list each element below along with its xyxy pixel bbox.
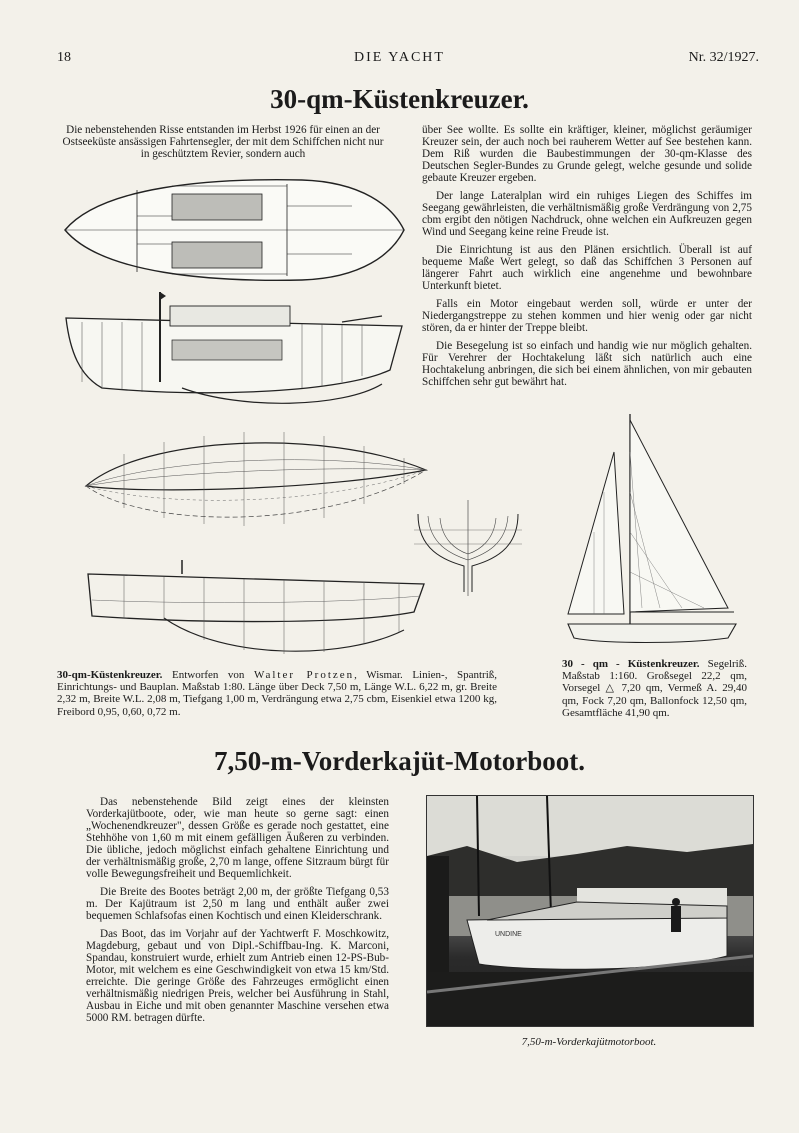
side-profile-drawing bbox=[84, 560, 429, 664]
lines-plan-drawing bbox=[84, 428, 429, 538]
photo-caption: 7,50-m-Vorderkajütmotorboot. bbox=[521, 1036, 657, 1048]
article-1-paragraph: über See wollte. Es sollte ein kräftiger, kleiner, möglichst geräumiger Kreuzer sein, der auch noch bei rauherem Wetter auf See bestehen kann. Dem Riß wurden die Baubestimmungen der 30-qm-Klasse des Deutschen Segler-Bundes zu Grunde gelegt, welche gesunde und solide gebaute Kreuzer ergeben. bbox=[422, 124, 752, 184]
article-2-column bbox=[86, 796, 389, 1030]
article-1-paragraph: Der lange Lateralplan wird ein ruhiges Liegen des Schiffes im Seegang gewährleisten, die verhältnismäßig große Verdrängung von 2,75 cbm ergibt den nötigen Nachdruck, ohne welchen ein Aufkreuzen gegen Wind und Seegang keine reine Freude ist. bbox=[422, 190, 752, 238]
construction-profile-drawing bbox=[62, 292, 407, 412]
drawing-caption-left bbox=[57, 669, 497, 718]
article-1-paragraph: Die Einrichtung ist aus den Plänen ersichtlich. Überall ist auf bequeme Maße Wert gelegt, so daß das Schiffchen 3 Personen auf längerer Fahrt auch wirklich eine angenehme und bewohnbare Unterkunft bietet. bbox=[422, 244, 752, 292]
article-2-paragraph: Das Boot, das im Vorjahr auf der Yachtwerft F. Moschkowitz, Magdeburg, gebaut und von Dipl.-Schiffbau-Ing. K. Marconi, Spandau, konstruiert wurde, erhielt zum Antrieb einen 12-PS-Bub-Motor, mit welchem es eine Geschwindigkeit von etwa 15 km/Std. erreichte. Die geringe Größe des Fahrzeuges ermöglicht einen verhältnismäßig niedrigen Preis, welcher bei Ausführung in Stahl, Ausbau in Eiche und mit oben genannter Maschine versehen etwa 5000 RM. betragen dürfte. bbox=[86, 928, 389, 1024]
motorboat-photo bbox=[426, 795, 754, 1027]
article-1-paragraph: Falls ein Motor eingebaut werden soll, würde er unter der Niedergangstreppe zu stehen kommen und hier wenig oder gar nicht stören, da er hinter der Treppe bleibt. bbox=[422, 298, 752, 334]
caption-left-designer: Walter Protzen bbox=[253, 669, 355, 681]
deck-plan-drawing bbox=[62, 176, 407, 284]
article-1-paragraph: Die Besegelung ist so einfach und handig wie nur möglich gehalten. Für Verehrer der Hochtakelung läßt sich natürlich auch eine Hochtakelung anbringen, die sich bei einem ähnlichen, von mir gebauten Schiffchen sehr gut bewährt hat. bbox=[422, 340, 752, 388]
sail-plan-drawing bbox=[564, 412, 742, 648]
caption-left-title: 30-qm-Küstenkreuzer. bbox=[57, 669, 163, 681]
issue-number: Nr. 32/1927. bbox=[688, 50, 759, 65]
article-1-intro-text: Die nebenstehenden Risse entstanden im Herbst 1926 für einen an der Ostseeküste ansässigen Fahrtensegler, der mit dem Schiffchen nicht nur in geschütztem Revier, sondern auch bbox=[62, 124, 384, 160]
caption-left-pre: Entworfen von bbox=[171, 669, 245, 681]
body-plan-drawing bbox=[414, 500, 522, 596]
boat-name-label: UNDINE bbox=[495, 931, 522, 938]
article-1-intro bbox=[57, 124, 389, 166]
article-2-title: 7,50-m-Vorderkajüt-Motorboot. bbox=[214, 746, 585, 776]
article-2-paragraph: Die Breite des Bootes beträgt 2,00 m, der größte Tiefgang 0,53 m. Der Kajütraum ist 2,50 m lang und enthält außer zwei bequemen Schlafsofas einen Kochtisch und einen Kleiderschrank. bbox=[86, 886, 389, 922]
caption-right-text: Segelriß. Maßstab 1:160. Großsegel 22,2 qm, Vorsegel △ 7,20 qm, Vermeß A. 29,40 qm, Fock 7,20 qm, Ballonfock 12,50 qm, Gesamtfläche 41,90 qm. bbox=[562, 658, 747, 719]
caption-right-title: 30 - qm - Küstenkreuzer. bbox=[562, 658, 700, 670]
caption-left-text: , Wismar. Linien-, Spantriß, Einrichtungs- und Bauplan. Maßstab 1:80. Länge über Deck 7,50 m, Länge W.L. 6,22 m, gr. Breite 2,32 m, Breite W.L. 2,08 m, Tiefgang 1,00 m, Verdrängung etwa 2,75 cbm, Eisenkiel etwa 1200 kg, Freibord 0,95, 0,60, 0,72 m. bbox=[57, 669, 498, 718]
article-1-title: 30-qm-Küstenkreuzer. bbox=[270, 84, 529, 114]
article-1-right-column bbox=[422, 124, 752, 394]
journal-title: DIE YACHT bbox=[354, 50, 445, 65]
drawing-caption-right bbox=[562, 658, 747, 719]
page-number: 18 bbox=[57, 50, 71, 65]
article-2-paragraph: Das nebenstehende Bild zeigt eines der kleinsten Vorderkajütboote, oder, wie man heute so gerne sagt: einen „Wochenendkreuzer", dessen Größe es gerade noch gestattet, eine Stehhöhe von 1,60 m mit einem gefälligen Äußeren zu verbinden. Die übliche, jedoch möglichst einfach gehaltene Einrichtung und der verhältnismäßig große, 2,70 m lange, offene Sitzraum bürgt für volle Bewegungsfreiheit und Bequemlichkeit. bbox=[86, 796, 389, 880]
